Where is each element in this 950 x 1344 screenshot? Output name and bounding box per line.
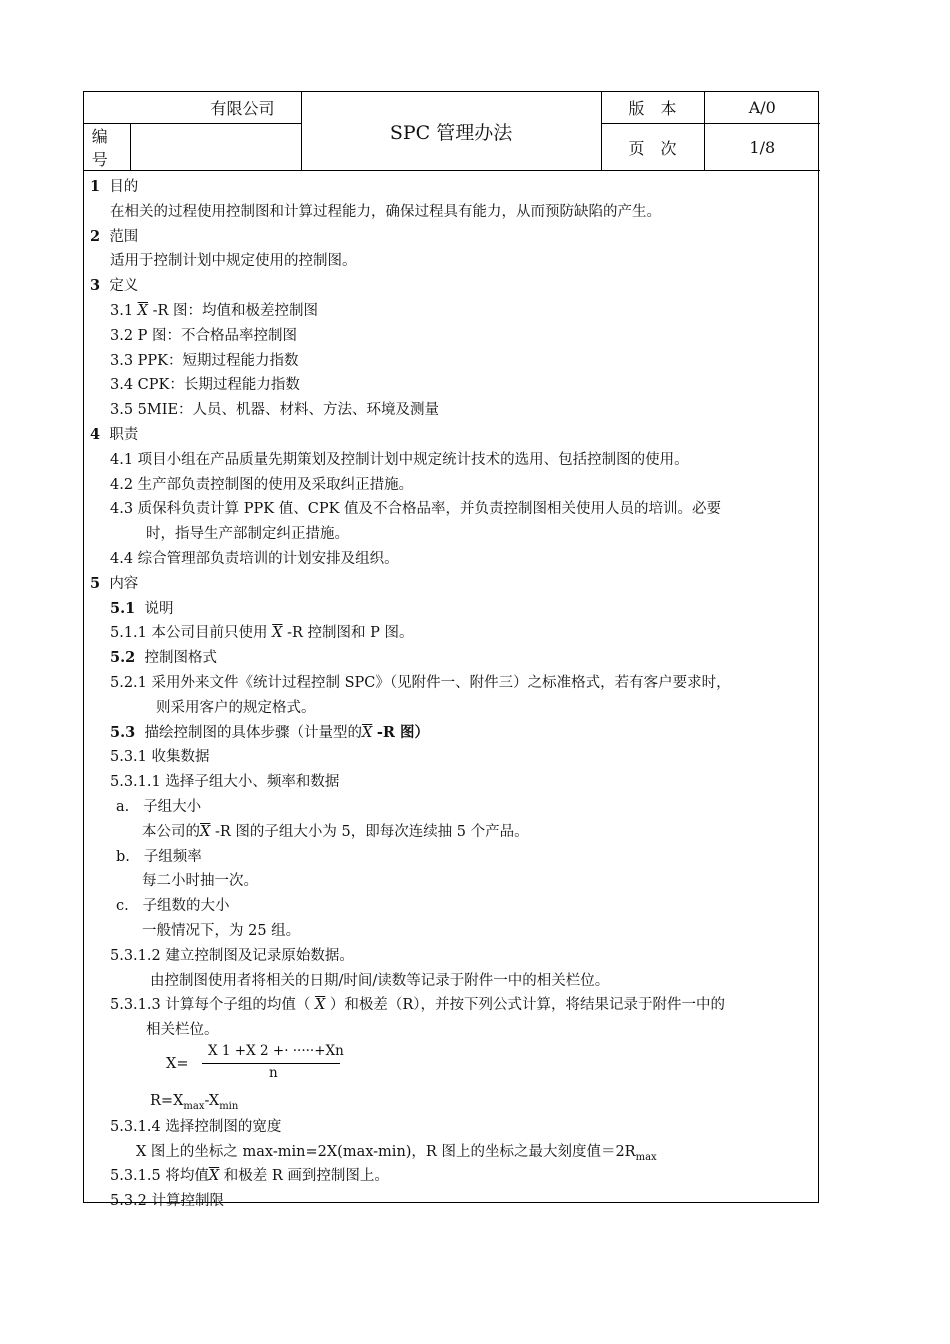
responsibility-4-3: 4.3 质保科负责计算 PPK 值、CPK 值及不合格品率，并负责控制图相关使用人员的培训。必要 [110,501,722,518]
mean-formula [90,1043,808,1089]
definition-ppk: 3.3 PPK：短期过程能力指数 [110,352,299,369]
section-heading-definitions: 3 定义 [90,277,139,295]
range-formula: $R=X_{max}-X_{min}$ [150,1092,239,1112]
scope-text: 适用于控制计划中规定使用的控制图。 [110,253,357,270]
list-item-b-text: 每二小时抽一次。 [142,873,258,890]
fraction-bar [202,1063,340,1064]
list-item-a: a. 子组大小 [116,798,202,815]
item-5-3-1: 5.3.1 收集数据 [110,749,210,766]
subsection-5-3: 5.3 描绘控制图的具体步骤（计量型的$\overline{X}$ -R 图） [110,723,430,741]
item-5-1-1: 5.1.1 本公司目前只使用 $\overline{X}$ -R 控制图和 P 图。 [110,625,414,642]
item-5-3-1-2-text: 由控制图使用者将相关的日期/时间/读数等记录于附件一中的相关栏位。 [150,972,610,989]
company-name: 有限公司 [84,92,301,124]
item-5-3-1-3-cont: 相关栏位。 [146,1022,219,1039]
section-heading-responsibilities: 4 职责 [90,425,139,443]
version-label: 版 本 [601,92,704,124]
page-label: 页 次 [601,124,704,171]
item-5-3-1-2: 5.3.1.2 建立控制图及记录原始数据。 [110,947,354,964]
definition-p-chart: 3.2 P 图：不合格品率控制图 [110,327,298,344]
list-item-a-text: 本公司的$\overline{X}$ -R 图的子组大小为 5，即每次连续抽 5 个产品。 [142,823,529,840]
document-header [84,92,820,171]
responsibility-4-2: 4.2 生产部负责控制图的使用及采取纠正措施。 [110,476,414,493]
page-value: 1/8 [704,124,820,171]
number-label: 编号 [84,124,130,171]
item-5-3-1-3: 5.3.1.3 计算每个子组的均值（ $\overline{X}$ ）和极差（R），并按下列公式计算，将结果记录于附件一中的 [110,997,726,1014]
item-5-3-2: 5.3.2 计算控制限 [110,1193,225,1210]
list-item-b: b. 子组频率 [116,848,202,865]
item-5-3-1-4-text: X 图上的坐标之 max-min=2X(max-min)，R 图上的坐标之最大刻度值$=2R_{max}$ [136,1143,657,1163]
section-heading-purpose: 1 目的 [90,178,139,195]
subsection-5-1: 5.1 说明 [110,599,174,617]
item-5-2-1-cont: 则采用客户的规定格式。 [156,699,316,716]
document-body [84,171,818,1214]
number-value [130,124,301,171]
formula-numerator: X 1 +X 2 +· ·····+Xn [208,1042,344,1059]
item-5-3-1-1: 5.3.1.1 选择子组大小、频率和数据 [110,774,340,791]
responsibility-4-3-cont: 时，指导生产部制定纠正措施。 [146,526,349,543]
item-5-2-1: 5.2.1 采用外来文件《统计过程控制 SPC》（见附件一、附件三）之标准格式，若有客户要求时， [110,674,731,691]
item-5-3-1-5: 5.3.1.5 将均值$\overline{X}$ 和极差 R 画到控制图上。 [110,1168,389,1185]
document-title: SPC 管理办法 [301,92,601,171]
definition-cpk: 3.4 CPK：长期过程能力指数 [110,377,300,394]
purpose-text: 在相关的过程使用控制图和计算过程能力，确保过程具有能力，从而预防缺陷的产生。 [110,203,661,220]
responsibility-4-4: 4.4 综合管理部负责培训的计划安排及组织。 [110,550,399,567]
responsibility-4-1: 4.1 项目小组在产品质量先期策划及控制计划中规定统计技术的选用、包括控制图的使用。 [110,451,689,468]
list-item-c: c. 子组数的大小 [116,898,230,915]
list-item-c-text: 一般情况下，为 25 组。 [142,922,301,939]
formula-denominator: n [269,1064,278,1081]
section-heading-scope: 2 范围 [90,227,139,245]
formula-lhs: X= [166,1055,189,1072]
document-page [83,91,819,1210]
item-5-3-1-4: 5.3.1.4 选择控制图的宽度 [110,1118,282,1135]
subsection-5-2: 5.2 控制图格式 [110,649,217,667]
definition-5mie: 3.5 5MIE：人员、机器、材料、方法、环境及测量 [110,402,440,419]
section-heading-content: 5 内容 [90,574,139,592]
version-value: A/0 [704,92,820,124]
definition-xbar-r: 3.1 $\overline{X}$ -R 图：均值和极差控制图 [110,302,319,319]
